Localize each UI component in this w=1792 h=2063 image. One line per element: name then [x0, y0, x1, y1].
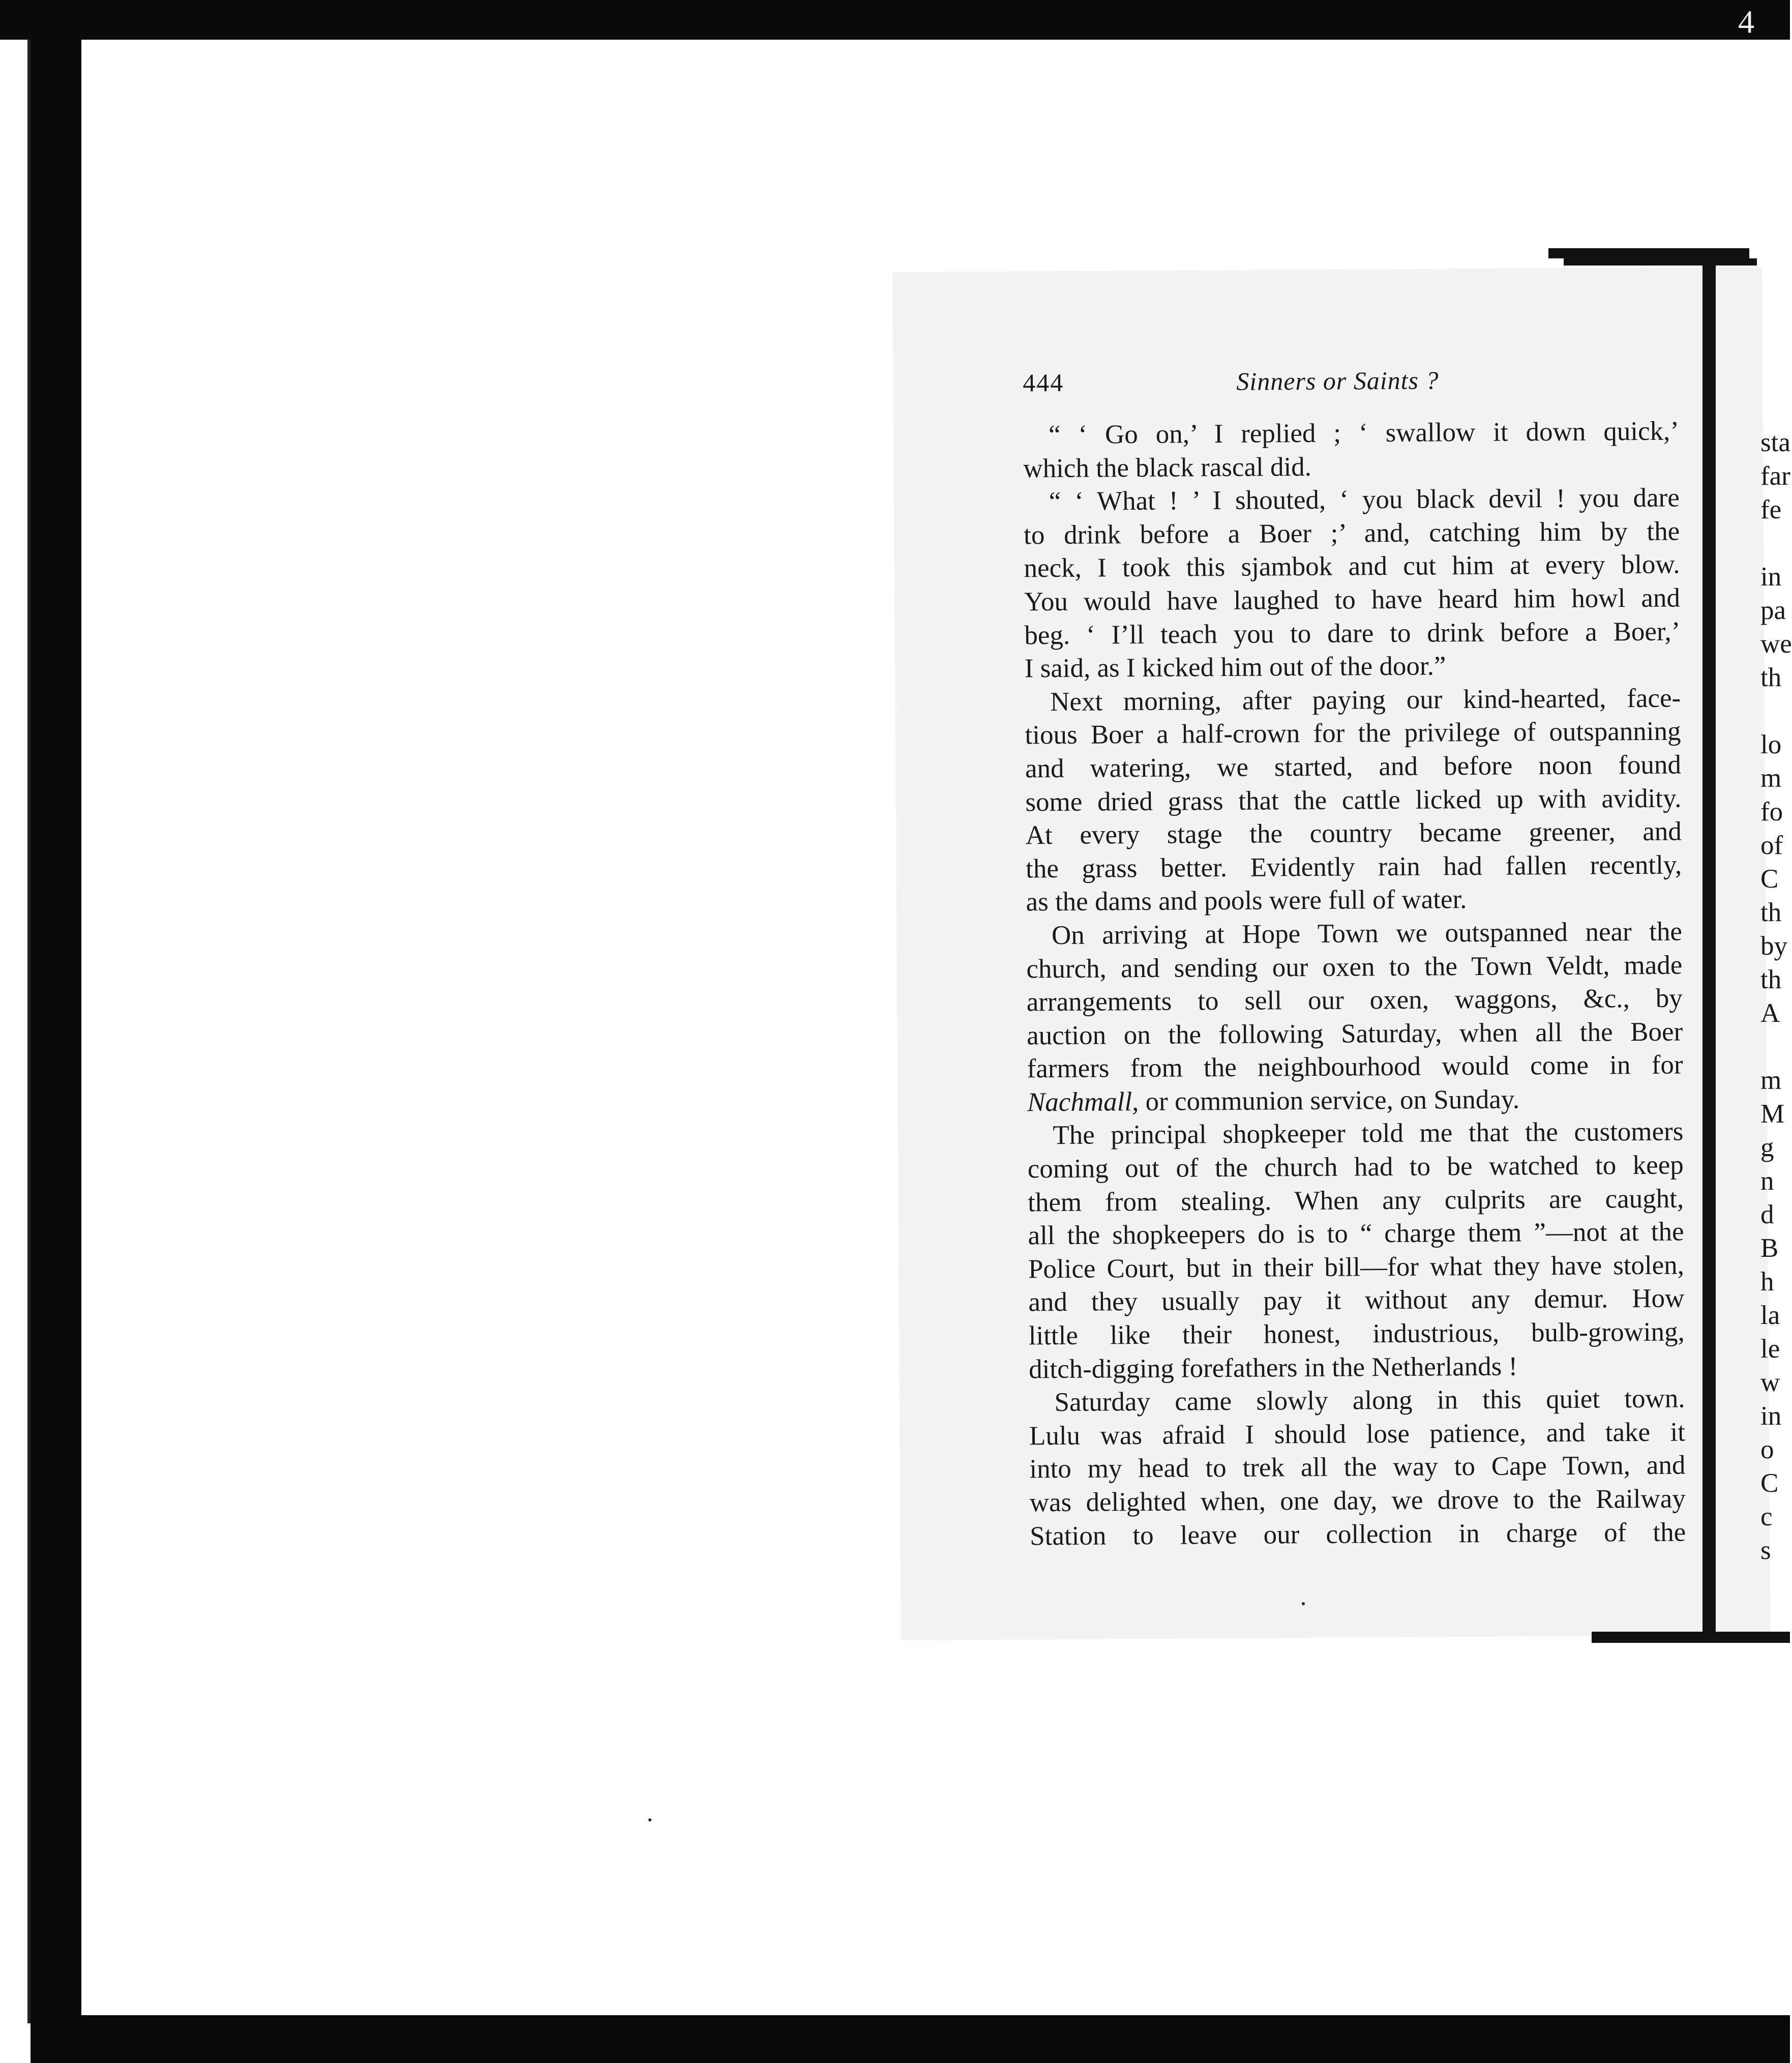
- frame-number-mark: 4: [1738, 4, 1754, 40]
- film-edge-left: [0, 0, 31, 2023]
- text-line: them from stealing. When any culprits are caught,: [1028, 1184, 1684, 1218]
- facing-page-fragment: fe: [1760, 495, 1782, 524]
- facing-page-fragment: we: [1760, 629, 1792, 659]
- facing-page-fragment: th: [1760, 965, 1782, 994]
- text-line: some dried grass that the cattle licked up with avidity.: [1025, 783, 1682, 817]
- facing-page-fragment: lo: [1760, 730, 1782, 759]
- facing-page-fragment: n: [1760, 1166, 1774, 1196]
- text-line: On arriving at Hope Town we outspanned near the: [1051, 917, 1683, 951]
- text-line: which the black rascal did.: [1023, 452, 1312, 484]
- facing-page-fragment: th: [1760, 663, 1782, 692]
- page-edge-bracket-top-inner: [1564, 258, 1757, 266]
- facing-page-fragment: la: [1760, 1301, 1780, 1330]
- text-line: arrangements to sell our oxen, waggons, &c., by: [1026, 983, 1683, 1017]
- text-line: Saturday came slowly along in this quiet town.: [1054, 1383, 1685, 1418]
- text-line: At every stage the country became greener, and: [1025, 816, 1682, 850]
- running-title: Sinners or Saints ?: [1236, 366, 1439, 396]
- text-line: neck, I took this sjambok and cut him at every blow.: [1024, 549, 1680, 583]
- text-line: into my head to trek all the way to Cape Town, and: [1029, 1450, 1686, 1484]
- page-edge-bracket-bottom: [1592, 1632, 1790, 1643]
- facing-page-fragment: m: [1760, 763, 1782, 793]
- text-line: Next morning, after paying our kind-hearted, face-: [1050, 683, 1681, 717]
- binding-gutter: [1703, 254, 1716, 1643]
- facing-page-fragment: far: [1760, 461, 1790, 491]
- book-page: [892, 267, 1770, 1640]
- text-line: was delighted when, one day, we drove to the Railway: [1029, 1484, 1686, 1518]
- text-line: the grass better. Evidently rain had fallen recently,: [1025, 850, 1682, 884]
- film-border-top: [0, 0, 1790, 40]
- text-line: ditch-digging forefathers in the Netherlands !: [1029, 1351, 1518, 1384]
- text-line: to drink before a Boer ;’ and, catching him by the: [1023, 516, 1680, 550]
- text-line: Nachmall, or communion service, on Sunday.: [1027, 1084, 1520, 1117]
- text-line: Lulu was afraid I should lose patience, and take it: [1029, 1417, 1686, 1451]
- text-line: I said, as I kicked him out of the door.”: [1024, 651, 1446, 684]
- text-line: all the shopkeepers do is to “ charge them ”—not at the: [1028, 1217, 1684, 1251]
- facing-page-fragment: in: [1760, 562, 1782, 592]
- text-line: auction on the following Saturday, when all the Boer: [1026, 1017, 1683, 1051]
- facing-page-fragment: by: [1760, 931, 1787, 961]
- facing-page-fragment: le: [1760, 1334, 1780, 1364]
- page-number: 444: [1023, 368, 1064, 397]
- facing-page-fragment: g: [1760, 1133, 1774, 1162]
- facing-page-fragment: h: [1760, 1267, 1774, 1296]
- text-line: “ ‘ What ! ’ I shouted, ‘ you black devil ! you dare: [1049, 483, 1680, 517]
- facing-page-edge: [1760, 427, 1792, 1565]
- text-line: little like their honest, industrious, bulb-growing,: [1028, 1317, 1685, 1351]
- text-line: coming out of the church had to be watched to keep: [1027, 1150, 1684, 1184]
- facing-page-fragment: in: [1760, 1401, 1782, 1431]
- text-line: beg. ‘ I’ll teach you to dare to drink before a Boer,’: [1024, 616, 1681, 650]
- facing-page-fragment: A: [1760, 998, 1780, 1028]
- film-border-left: [31, 40, 81, 2063]
- text-line: Station to leave our collection in charge of the: [1030, 1517, 1686, 1551]
- facing-page-fragment: w: [1760, 1368, 1780, 1397]
- facing-page-fragment: d: [1760, 1200, 1774, 1229]
- facing-page-fragment: C: [1760, 864, 1779, 894]
- facing-page-fragment: o: [1760, 1435, 1774, 1464]
- scan-speck: [648, 1818, 651, 1821]
- facing-page-fragment: m: [1760, 1066, 1782, 1095]
- facing-page-fragment: pa: [1760, 596, 1786, 625]
- running-head: [1023, 364, 1674, 414]
- facing-page-fragment: C: [1760, 1468, 1779, 1498]
- facing-page-fragment: fo: [1760, 797, 1783, 827]
- scan-speck: [1302, 1602, 1305, 1605]
- text-line: farmers from the neighbourhood would come in for: [1027, 1050, 1683, 1084]
- text-line: Police Court, but in their bill—for what they have stolen,: [1028, 1250, 1685, 1284]
- facing-page-fragment: M: [1760, 1099, 1785, 1129]
- text-line: and watering, we started, and before noon found: [1025, 750, 1682, 784]
- page-edge-bracket-top: [1548, 248, 1749, 258]
- text-line: as the dams and pools were full of water.: [1026, 885, 1467, 917]
- text-line: tious Boer a half-crown for the privilege of outspanning: [1025, 716, 1681, 750]
- facing-page-fragment: B: [1760, 1233, 1779, 1263]
- body-text: [1023, 415, 1686, 1553]
- text-line: “ ‘ Go on,’ I replied ; ‘ swallow it down quick,’: [1048, 416, 1680, 450]
- facing-page-fragment: of: [1760, 831, 1783, 860]
- text-line: You would have laughed to have heard him howl and: [1024, 583, 1681, 617]
- text-line: The principal shopkeeper told me that the customers: [1053, 1116, 1684, 1151]
- text-line: church, and sending our oxen to the Town Veldt, made: [1026, 950, 1683, 984]
- facing-page-fragment: sta: [1760, 428, 1790, 457]
- facing-page-fragment: s: [1760, 1536, 1771, 1565]
- facing-page-fragment: th: [1760, 898, 1782, 927]
- text-line: and they usually pay it without any demur. How: [1028, 1283, 1685, 1317]
- film-border-bottom: [81, 2015, 1790, 2063]
- facing-page-fragment: c: [1760, 1502, 1773, 1531]
